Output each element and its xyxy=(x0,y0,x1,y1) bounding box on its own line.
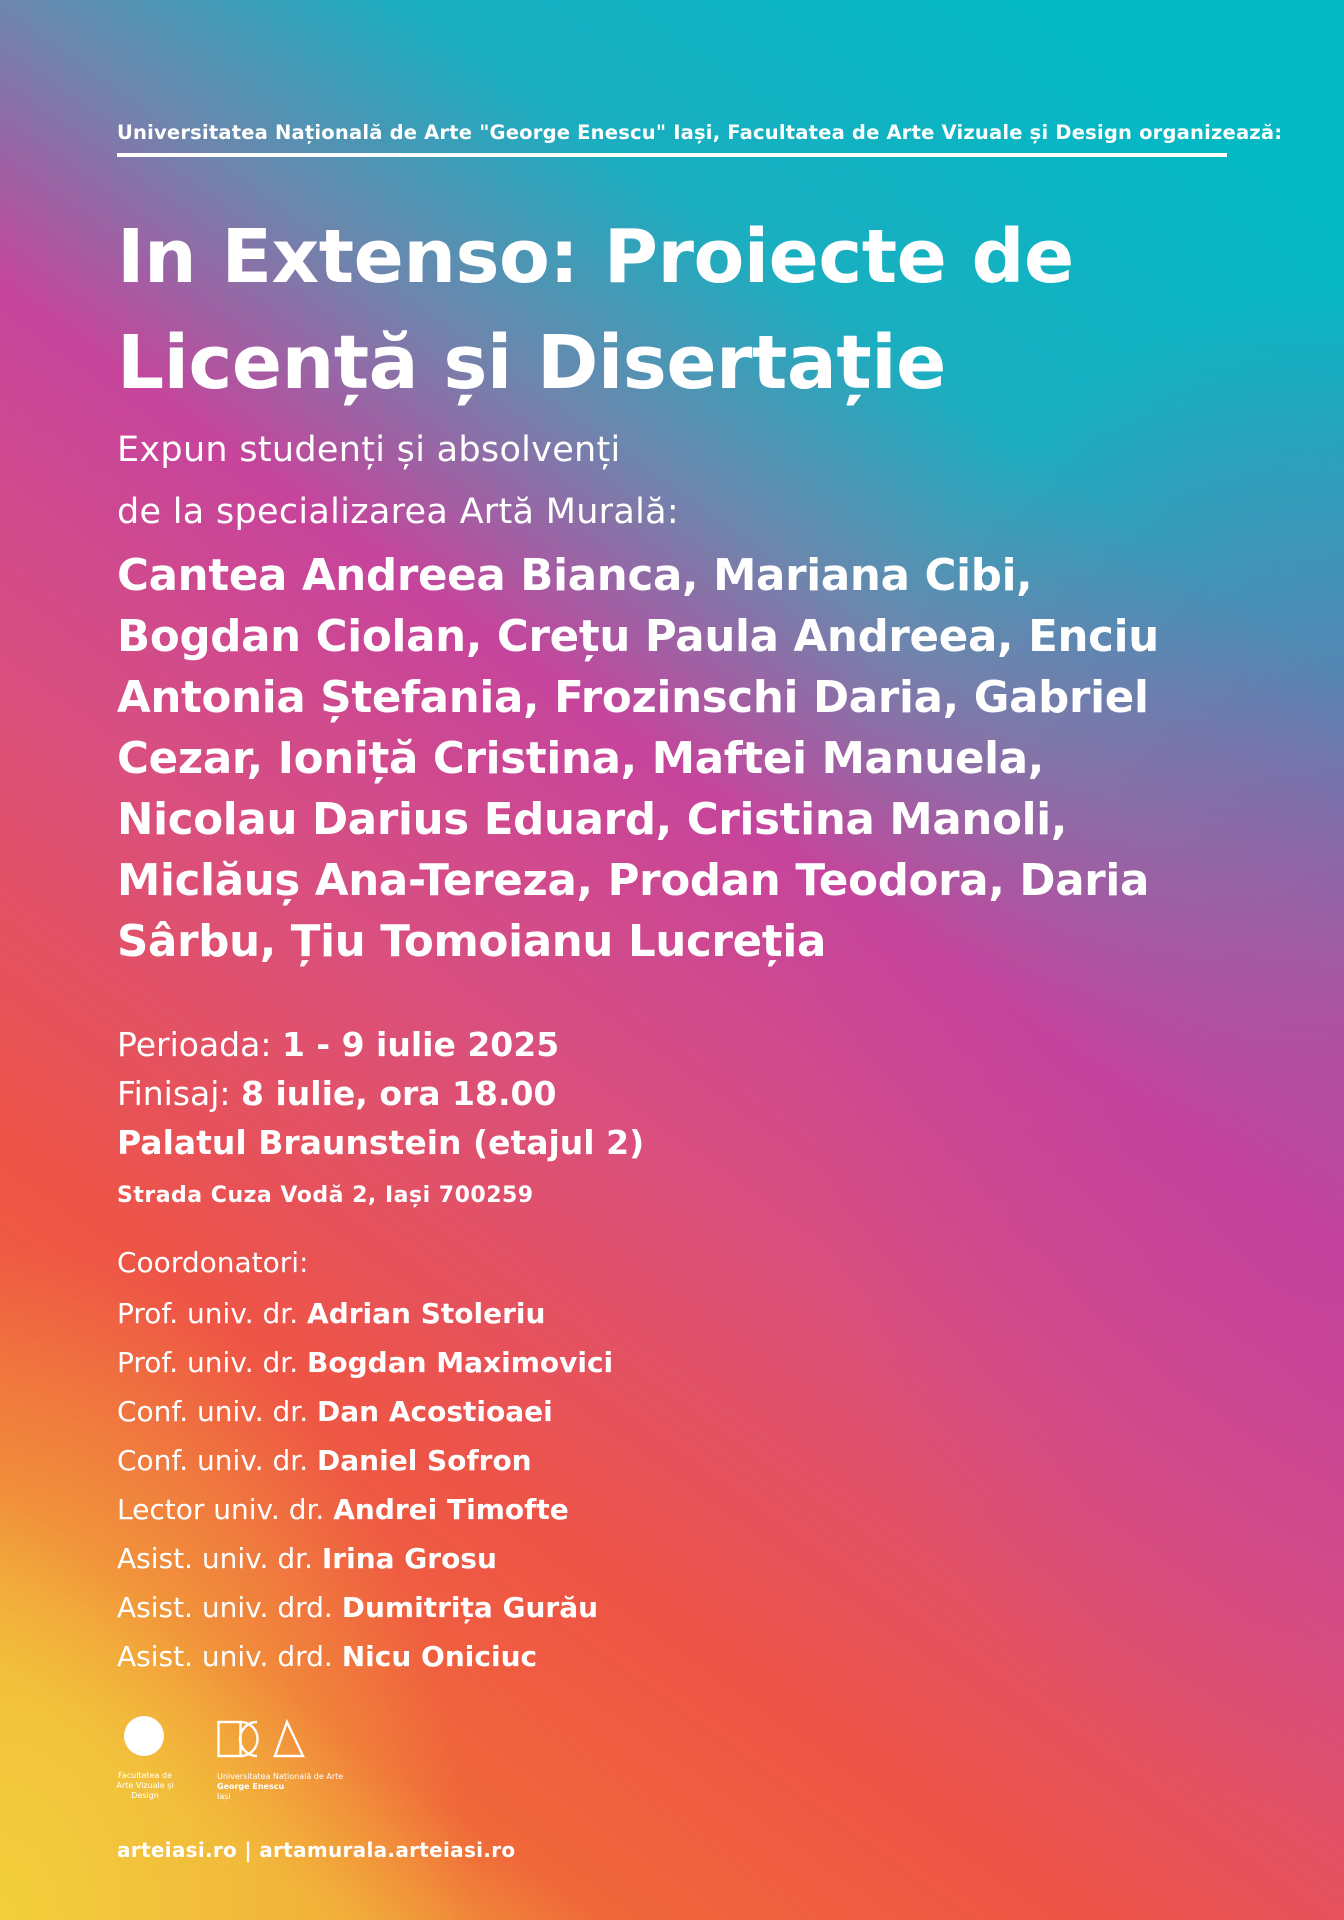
event-details xyxy=(117,1020,644,1211)
coordinator-name: Bogdan Maximovici xyxy=(307,1346,614,1379)
title-line-1: In Extenso: Proiecte de xyxy=(117,214,1074,300)
coordinators-section xyxy=(117,1241,613,1681)
intro-line-2: de la specializarea Artă Murală: xyxy=(117,492,679,532)
coordinator-item xyxy=(117,1534,613,1583)
coordinator-title: Asist. univ. drd. xyxy=(117,1591,342,1624)
intro-text xyxy=(117,419,679,543)
coordinator-name: Daniel Sofron xyxy=(317,1444,532,1477)
artists-line: Cantea Andreea Bianca, Mariana Cibi, xyxy=(117,551,1033,601)
footer-websites[interactable]: arteiasi.ro | artamurala.arteiasi.ro xyxy=(117,1838,516,1862)
unage-caption-line: Iași xyxy=(217,1792,231,1801)
unage-caption-line: George Enescu xyxy=(217,1782,285,1791)
coordinator-item xyxy=(117,1485,613,1534)
venue: Palatul Braunstein (etajul 2) xyxy=(117,1123,645,1162)
coordinator-item xyxy=(117,1583,613,1632)
artists-list xyxy=(117,546,1257,973)
artists-line: Sârbu, Țiu Tomoianu Lucreția xyxy=(117,917,827,967)
fav-caption-line: Arte Vizuale și xyxy=(116,1781,174,1790)
artists-line: Cezar, Ioniță Cristina, Maftei Manuela, xyxy=(117,734,1045,784)
coordinator-name: Dumitrița Gurău xyxy=(341,1591,599,1624)
coordinator-name: Irina Grosu xyxy=(321,1542,497,1575)
coordinator-item xyxy=(117,1436,613,1485)
intro-line-1: Expun studenți și absolvenți xyxy=(117,430,621,470)
period-row xyxy=(117,1020,644,1069)
logos-area xyxy=(117,1716,617,1816)
period-value: 1 - 9 iulie 2025 xyxy=(281,1025,560,1064)
artists-line: Nicolau Darius Eduard, Cristina Manoli, xyxy=(117,795,1068,845)
coordinator-title: Lector univ. dr. xyxy=(117,1493,334,1526)
circle-logo-icon xyxy=(124,1716,164,1756)
fav-caption-line: Design xyxy=(131,1791,159,1800)
coordinator-title: Asist. univ. drd. xyxy=(117,1640,342,1673)
artists-line: Bogdan Ciolan, Crețu Paula Andreea, Enciu xyxy=(117,612,1159,662)
coordinator-item xyxy=(117,1387,613,1436)
coordinator-title: Conf. univ. dr. xyxy=(117,1444,318,1477)
coordinator-item xyxy=(117,1338,613,1387)
venue-address: Strada Cuza Vodă 2, Iași 700259 xyxy=(117,1183,534,1208)
artists-line: Miclăuș Ana-Tereza, Prodan Teodora, Daria xyxy=(117,856,1150,906)
finisaj-label: Finisaj: xyxy=(117,1074,242,1113)
coordinator-title: Asist. univ. dr. xyxy=(117,1542,322,1575)
coordinator-item xyxy=(117,1632,613,1681)
finisaj-value: 8 iulie, ora 18.00 xyxy=(241,1074,557,1113)
artists-line: Antonia Ștefania, Frozinschi Daria, Gabriel xyxy=(117,673,1149,723)
coordinator-name: Nicu Oniciuc xyxy=(341,1640,538,1673)
coordinator-title: Conf. univ. dr. xyxy=(117,1395,318,1428)
organizer-line: Universitatea Națională de Arte "George Enescu" Iași, Facultatea de Arte Vizuale și Design organizează: xyxy=(117,121,1283,144)
unage-logo-caption xyxy=(217,1772,397,1802)
coordinator-title: Prof. univ. dr. xyxy=(117,1346,308,1379)
coordinators-heading: Coordonatori: xyxy=(117,1246,309,1279)
unage-logo-icon xyxy=(217,1716,305,1762)
title-line-2: Licență și Disertație xyxy=(117,320,946,406)
fav-logo-caption xyxy=(103,1771,187,1801)
coordinator-title: Prof. univ. dr. xyxy=(117,1297,308,1330)
coordinator-item xyxy=(117,1289,613,1338)
exhibition-title xyxy=(117,204,1267,416)
fav-caption-line: Facultatea de xyxy=(117,1771,172,1780)
period-label: Perioada: xyxy=(117,1025,282,1064)
coordinator-name: Andrei Timofte xyxy=(333,1493,569,1526)
finisaj-row xyxy=(117,1069,644,1118)
coordinator-name: Adrian Stoleriu xyxy=(307,1297,546,1330)
coordinator-name: Dan Acostioaei xyxy=(317,1395,553,1428)
organizer-divider xyxy=(117,153,1227,157)
unage-caption-line: Universitatea Națională de Arte xyxy=(217,1772,344,1781)
